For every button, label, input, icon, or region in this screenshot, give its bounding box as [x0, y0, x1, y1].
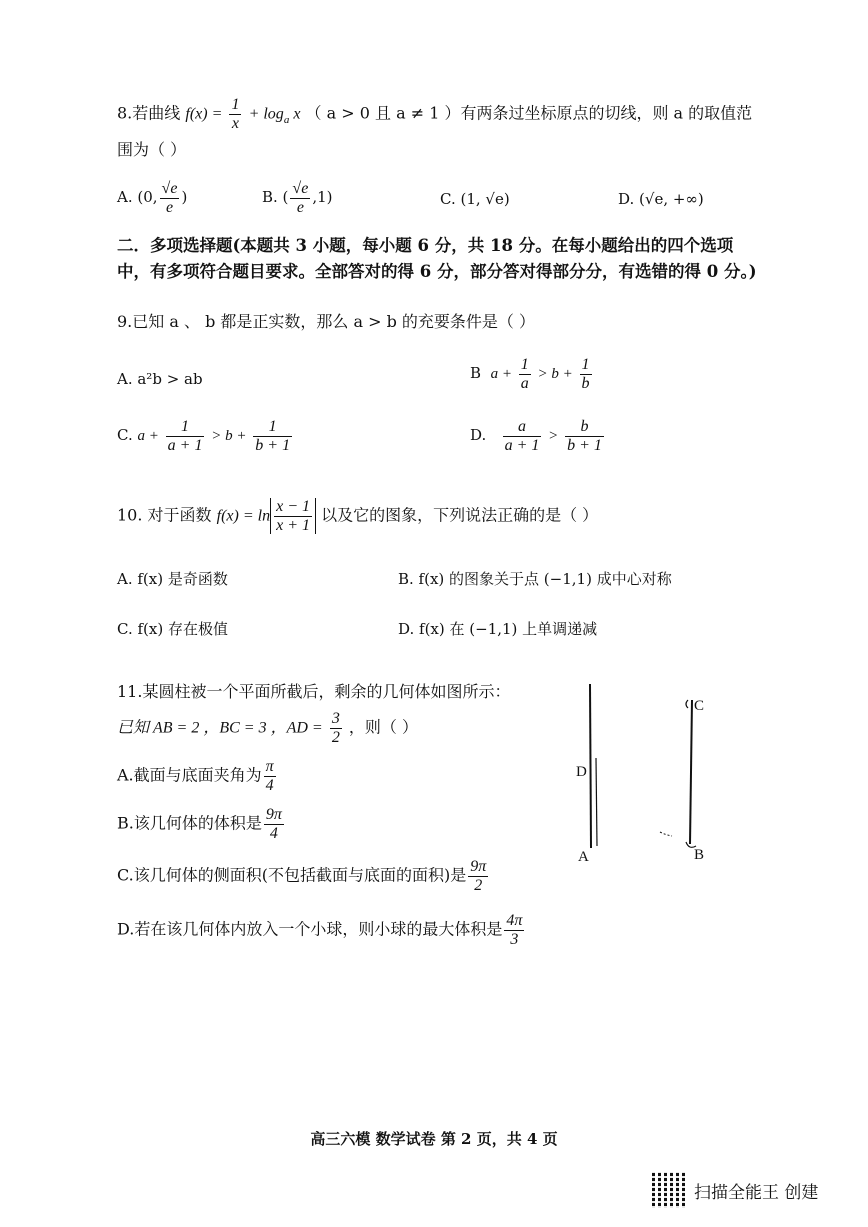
figure-line-right: [690, 700, 692, 844]
q8-log-arg: x: [289, 105, 301, 123]
q8-lead: 8.若曲线: [117, 103, 181, 123]
figure-line-left: [590, 684, 591, 848]
q8-stem: [117, 96, 752, 132]
q10-option-c: C. f(x) 存在极值: [117, 620, 228, 638]
q10-option-a: A. f(x) 是奇函数: [117, 570, 228, 588]
q9-option-b: B a + $\frac{1}{a}$ > b + $\frac{1}{b}$: [470, 356, 590, 392]
figure-line-left-inner: [596, 758, 597, 846]
figure-top-hook: [686, 700, 688, 708]
q9-stem: 9.已知 a 、 b 都是正实数，那么 a > b 的充要条件是（ ）: [117, 312, 536, 331]
scanner-text: 扫描全能王 创建: [694, 1182, 819, 1203]
q11-option-a: A.截面与底面夹角为 $\frac{\pi}{4}$: [117, 758, 274, 794]
figure-label-b: B: [694, 847, 705, 863]
q8-stem-cont: 围为（ ）: [117, 140, 187, 159]
q10-stem: 10. 对于函数 f(x) = ln $\frac{x - 1}{x + 1}$ 以及它的图象，下列说法正确的是（ ）: [117, 498, 599, 534]
q9-option-c: C. a + $\frac{1}{a + 1}$ > b + $\frac{1}{b + 1}$: [117, 418, 291, 454]
q10-option-b: B. f(x) 的图象关于点 (−1,1) 成中心对称: [398, 570, 672, 588]
q9-option-d: D. $\frac{a}{a + 1}$ > $\frac{b}{b + 1}$: [470, 418, 602, 454]
qr-code-icon: [652, 1172, 688, 1208]
q8-fraction: $\frac{1}{x}$: [231, 96, 240, 132]
q8-option-d: D. (√e, +∞): [618, 190, 704, 208]
q8-option-b: B. ( $\frac{√e}{e}$ ,1): [262, 180, 333, 216]
q8-log-base: a: [283, 113, 290, 126]
q9-option-a: A. a²b > ab: [117, 370, 203, 388]
scanner-watermark: [652, 1172, 818, 1208]
q8-condition: （ a > 0 且 a ≠ 1 ）有两条过坐标原点的切线，则 a 的取值范: [305, 103, 753, 123]
section2-line1: 二．多项选择题(本题共 3 小题，每小题 6 分，共 18 分。在每小题给出的四个选项: [117, 236, 734, 255]
q8-option-a: A. (0, $\frac{√e}{e}$ ): [117, 180, 188, 216]
q8-option-c: C. (1, √e): [440, 190, 510, 208]
q8-log: + log: [248, 105, 284, 123]
q10-option-d: D. f(x) 在 (−1,1) 上单调递减: [398, 620, 598, 638]
q11-stem: 11.某圆柱被一个平面所截后，剩余的几何体如图所示：: [117, 682, 511, 701]
q11-option-d: D.若在该几何体内放入一个小球，则小球的最大体积是 $\frac{4\pi}{3}$: [117, 912, 523, 948]
q11-option-c: C.该几何体的侧面积(不包括截面与底面的面积)是 $\frac{9\pi}{2}$: [117, 858, 487, 894]
figure-dash: [660, 832, 672, 836]
q11-option-b: B.该几何体的体积是 $\frac{9\pi}{4}$: [117, 806, 282, 842]
q11-given: 已知 AB = 2 ，BC = 3 ，AD = $\frac{3}{2}$ ，则（ ）: [117, 710, 418, 746]
figure-label-c: C: [694, 698, 705, 714]
figure-label-a: A: [578, 849, 589, 865]
page-footer: 高三六模 数学试卷 第 2 页，共 4 页: [310, 1130, 558, 1148]
section2-line2: 中，有多项符合题目要求。全部答对的得 6 分，部分答对得部分分，有选错的得 0 分。): [117, 262, 757, 281]
cylinder-figure: [560, 678, 750, 878]
q8-func: f(x) =: [185, 105, 223, 123]
figure-label-d: D: [576, 764, 587, 780]
